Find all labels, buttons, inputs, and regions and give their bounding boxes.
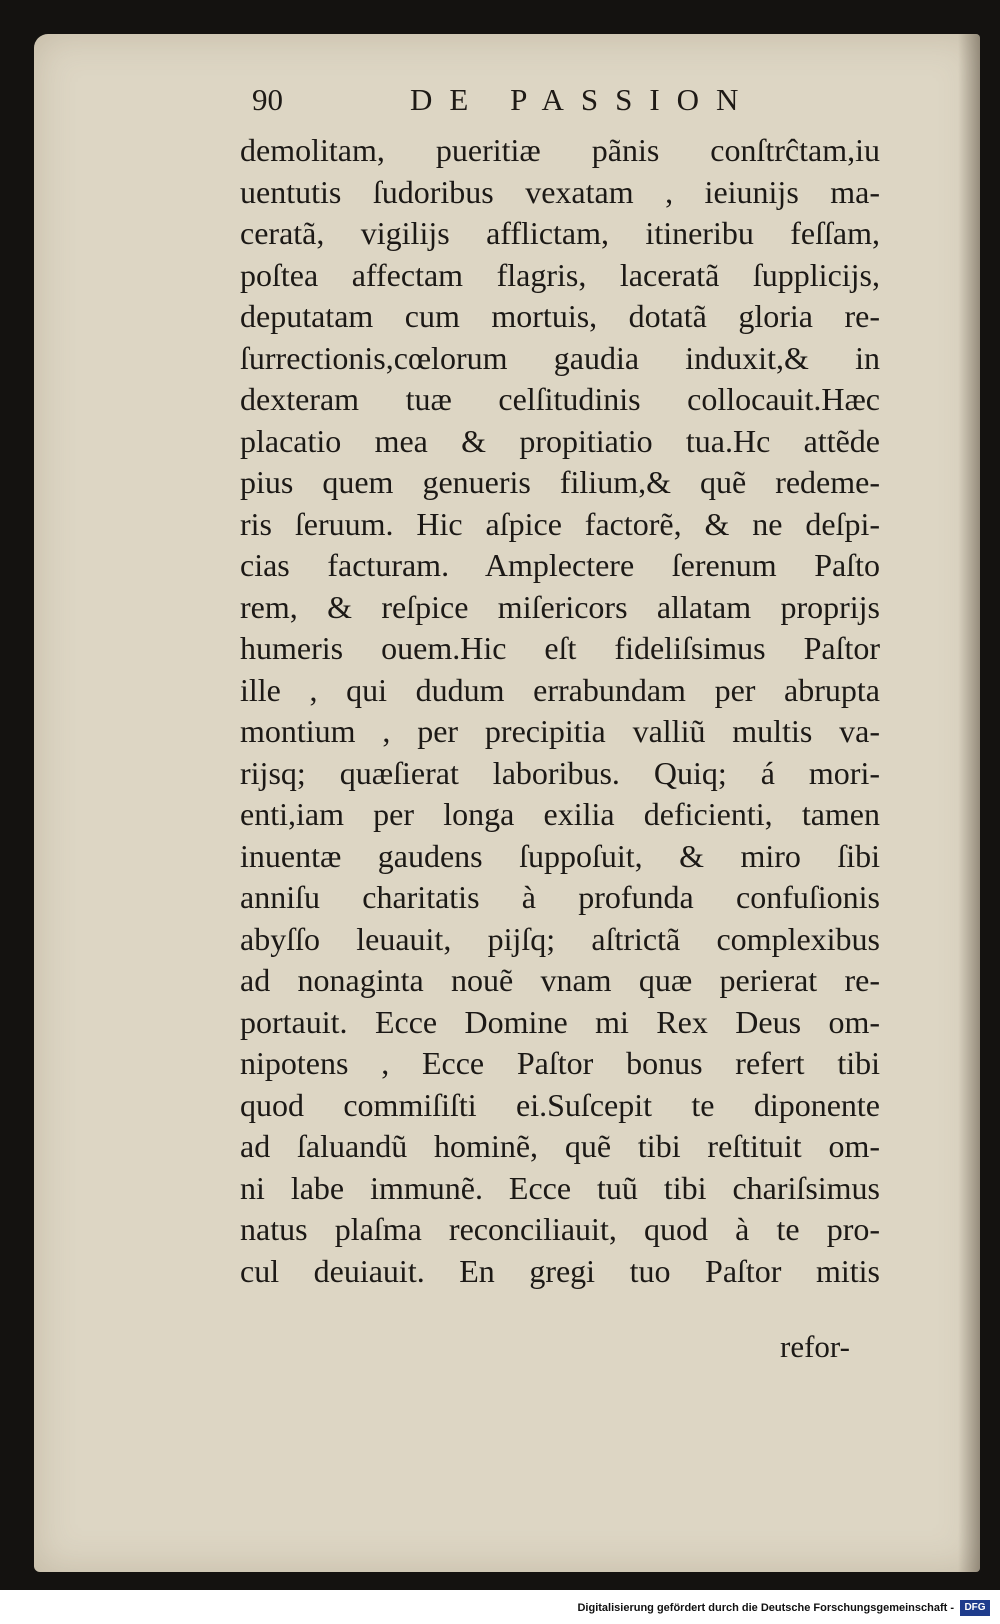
digitization-credit: Digitalisierung gefördert durch die Deutsche Forschungsgemeinschaft - — [577, 1602, 954, 1614]
page-edge-shadow — [958, 34, 980, 1572]
text-line: pius quem genueris filium,& quẽ redeme- — [240, 464, 880, 500]
text-line: nipotens , Ecce Paſtor bonus refert tibi — [240, 1045, 880, 1081]
text-line: ad ſaluandũ hominẽ, quẽ tibi reſtituit om- — [240, 1128, 880, 1164]
text-line: deputatam cum mortuis, dotatã gloria re- — [240, 298, 880, 334]
text-line: enti,iam per longa exilia deficienti, tamen — [240, 796, 880, 832]
text-line: humeris ouem.Hic eſt fideliſsimus Paſtor — [240, 630, 880, 666]
text-line: ille , qui dudum errabundam per abrupta — [240, 671, 880, 708]
text-line: abyſſo leuauit, pijſq; aſtrictã complexibus — [240, 920, 880, 957]
text-line: ſurrectionis,cœlorum gaudia induxit,& in — [240, 339, 880, 376]
text-line: ceratã, vigilijs afflictam, itineribu feſſam, — [240, 215, 880, 251]
book-page — [34, 34, 980, 1572]
text-line: montium , per precipitia valliũ multis va- — [240, 713, 880, 749]
text-line: demolitam, pueritiæ pãnis conſtrĉtam,iu — [240, 132, 880, 168]
running-head — [252, 82, 892, 126]
text-line: natus plaſma reconciliauit, quod à te pro- — [240, 1211, 880, 1247]
running-title: DE PASSION — [410, 82, 756, 117]
text-block — [240, 130, 880, 1292]
text-line: cias facturam. Amplectere ſerenum Paſto — [240, 547, 880, 583]
text-line: inuentæ gaudens ſuppoſuit, & miro ſibi — [240, 837, 880, 874]
catchword: refor- — [780, 1329, 850, 1364]
text-line: ad nonaginta nouẽ vnam quæ perierat re- — [240, 962, 880, 998]
text-line: uentutis ſudoribus vexatam , ieiunijs ma- — [240, 173, 880, 210]
text-line: ris ſeruum. Hic aſpice factorẽ, & ne deſpi- — [240, 505, 880, 542]
text-line: anniſu charitatis à profunda confuſionis — [240, 879, 880, 915]
text-line: rem, & reſpice miſericors allatam proprijs — [240, 588, 880, 625]
text-line: poſtea affectam flagris, laceratã ſupplicijs, — [240, 256, 880, 293]
text-line: dexteram tuæ celſitudinis collocauit.Hæc — [240, 381, 880, 417]
text-line: quod commiſiſti ei.Suſcepit te diponente — [240, 1086, 880, 1123]
text-line: placatio mea & propitiatio tua.Hc attẽde — [240, 422, 880, 459]
text-line: rijsq; quæſierat laboribus. Quiq; á mori- — [240, 754, 880, 791]
text-line: portauit. Ecce Domine mi Rex Deus om- — [240, 1003, 880, 1040]
dfg-logo: DFG — [960, 1600, 990, 1616]
text-line: ni labe immunẽ. Ecce tuũ tibi chariſsimus — [240, 1169, 880, 1206]
text-line: cul deuiauit. En gregi tuo Paſtor mitis — [240, 1252, 880, 1289]
page-number: 90 — [252, 82, 283, 117]
